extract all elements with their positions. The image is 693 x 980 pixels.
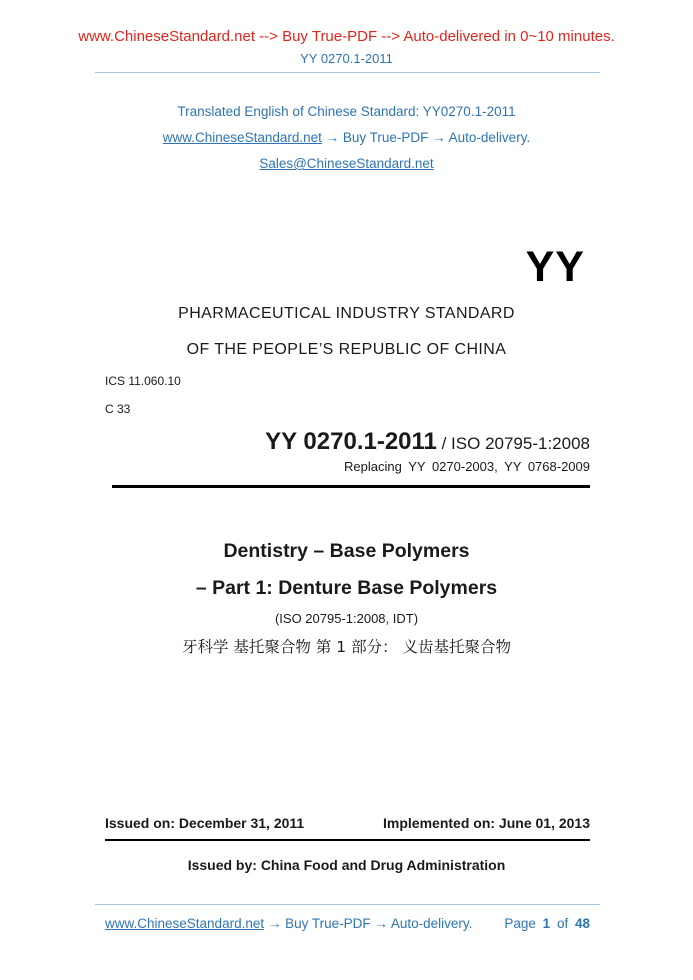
ics-code: ICS 11.060.10 [105,374,181,388]
running-header-standard-code: YY 0270.1-2011 [300,51,393,66]
document-title-line1: Dentistry – Base Polymers [223,540,470,562]
chinese-title: 牙科学 基托聚合物 第 1 部分： 义齿基托聚合物 [182,638,511,656]
page-label: Page [504,916,536,931]
footer-promo-rest: → Buy True-PDF → Auto-delivery. [264,916,473,931]
footer-promo [105,916,472,931]
dates-divider-line [105,839,590,841]
footer-row [105,916,590,931]
iso-equivalent: / ISO 20795-1:2008 [436,434,590,453]
top-promo-banner: www.ChineseStandard.net --> Buy True-PDF --> Auto-delivered in 0~10 minutes. [78,28,615,45]
page-indicator [501,916,590,931]
org-title-line1: PHARMACEUTICAL INDUSTRY STANDARD [178,305,515,322]
page-total: 48 [574,916,590,931]
footer-chinesestandard-link[interactable]: www.ChineseStandard.net [105,916,265,931]
replacing-note: Replacing YY 0270-2003, YY 0768-2009 [344,459,590,474]
buy-pdf-line [0,130,693,146]
implemented-on-date: Implemented on: June 01, 2013 [383,815,590,831]
standard-number: YY 0270.1-2011 [265,428,437,455]
buy-pdf-line-rest: → Buy True-PDF → Auto-delivery. [321,130,531,145]
translated-standard-line: Translated English of Chinese Standard: YY0270.1-2011 [177,104,516,119]
document-title-line2: – Part 1: Denture Base Polymers [195,577,498,599]
standard-number-line [265,428,590,456]
issued-by-line: Issued by: China Food and Drug Administration [187,857,506,873]
standard-logo-yy: YY [525,243,585,291]
issued-on-date: Issued on: December 31, 2011 [105,815,305,831]
page-current: 1 [542,916,551,931]
sales-email-link[interactable]: Sales@ChineseStandard.net [259,156,434,171]
dates-row [105,815,590,831]
classification-code: C 33 [105,402,131,416]
iso-idt-note: (ISO 20795-1:2008, IDT) [274,611,419,626]
title-divider-line [112,485,590,488]
header-divider-line [95,72,600,73]
chinesestandard-link[interactable]: www.ChineseStandard.net [162,130,322,145]
page-of-label: of [556,916,569,931]
org-title-line2: OF THE PEOPLE’S REPUBLIC OF CHINA [186,341,507,358]
footer-divider-line [95,904,600,905]
sales-email-line [0,156,693,172]
